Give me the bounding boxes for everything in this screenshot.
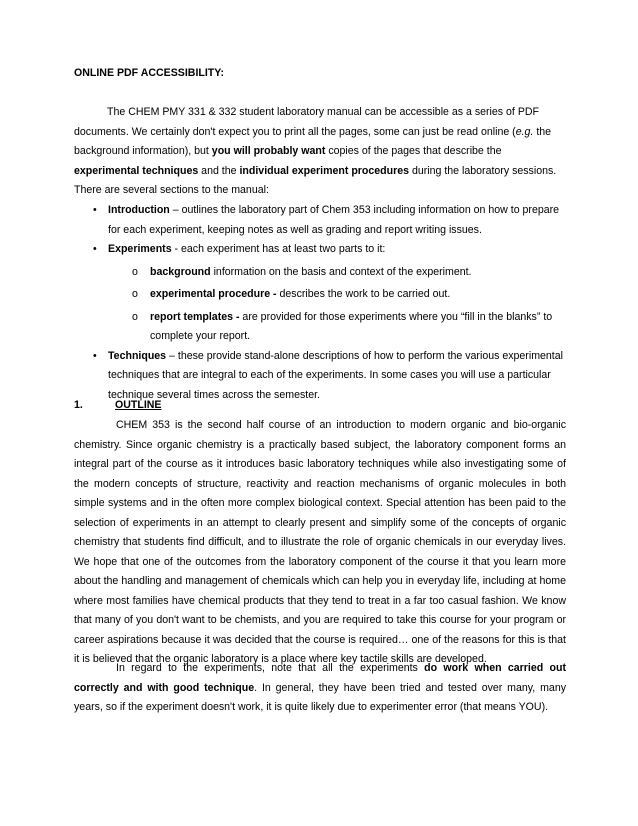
intro-text-2: the background information), but (74, 125, 552, 157)
list-item-experiments (74, 240, 566, 347)
techniques-label: Techniques (108, 349, 167, 362)
intro-bold-2: experimental techniques (74, 164, 199, 177)
background-text: information on the basis and context of the experiment. (210, 265, 472, 278)
intro-bold-3: individual experiment procedures (239, 164, 410, 177)
intro-paragraph (74, 103, 566, 201)
techniques-text: – these provide stand-alone descriptions of how to perform the various experimental techniques that are integral to each of the experiments. In some cases you will use a particular technique several times across the semester. (108, 349, 563, 401)
procedure-label: experimental procedure - (150, 288, 277, 300)
experiments-note-paragraph (74, 659, 566, 718)
experiments-label: Experiments (108, 243, 172, 255)
regard-text-1: In regard to the experiments, note that all the experiments (116, 662, 425, 674)
introduction-label: Introduction (108, 204, 170, 216)
sublist-item-procedure (108, 285, 566, 305)
intro-text-4: and the (198, 164, 240, 177)
sublist-item-background (108, 263, 566, 283)
outline-paragraph: CHEM 353 is the second half course of an introduction to modern organic and bio-organic chemistry. Since organic chemistry is a practically based subject, the laboratory component forms an integral part of the course as it introduces basic laboratory techniques while also investigating some of the modern concepts of structure, reactivity and reaction mechanisms of organic molecules in both simple systems and in the often more complex biological context. Special attention has been paid to the selection of experiments in an attempt to clearly present and simplify some of the concepts of organic chemistry that students find difficult, and to illustrate the role of organic chemicals in our everyday lives. We hope that one of the outcomes from the laboratory component of the course it that you learn more about the handling and management of chemicals which can help you in everyday life, including at home where most families have chemical products that they tend to treat in a far too casual fashion. We know that many of you don't want to be chemists, and you are required to take this course for your program or career aspirations because it was decided that the course is required… one of the reasons for this is that it is believed that the organic laboratory is a place where key tactile skills are developed. (74, 419, 566, 665)
section-number: 1. (74, 399, 83, 411)
background-label: background (150, 265, 211, 278)
page-heading: ONLINE PDF ACCESSIBILITY: (74, 67, 225, 79)
list-item-introduction (74, 201, 566, 240)
intro-text-1: The CHEM PMY 331 & 332 student laboratory manual can be accessible as a series of PDF documents. We certainly don't expect you to print all the pages, some can just be read online ( (74, 106, 540, 138)
experiments-sublist (108, 263, 566, 347)
intro-text-5: during the laboratory sessions. There are several sections to the manual: (74, 164, 557, 196)
introduction-text: – outlines the laboratory part of Chem 353 including information on how to prepare for each experiment, keeping notes as well as grading and report writing issues. (108, 204, 560, 236)
experiments-text: - each experiment has at least two parts to it: (171, 243, 386, 255)
intro-eg: e.g. (515, 125, 534, 138)
sublist-item-report-templates (108, 308, 566, 347)
intro-text-3: copies of the pages that describe the (325, 145, 502, 157)
report-templates-text: are provided for those experiments where you “fill in the blanks” to complete your report. (150, 310, 553, 342)
manual-sections-list (74, 201, 566, 405)
procedure-text: describes the work to be carried out. (276, 288, 451, 300)
regard-text-2: . In general, they have been tried and tested over many, many years, so if the experiment doesn't work, it is quite likely due to experimenter error (that means YOU). (74, 681, 567, 713)
intro-bold-1: you will probably want (211, 145, 326, 157)
regard-bold: do work when carried out correctly and with good technique (74, 662, 566, 694)
section-title: OUTLINE (115, 399, 162, 411)
report-templates-label: report templates - (150, 310, 240, 323)
outline-section-title (74, 396, 162, 416)
